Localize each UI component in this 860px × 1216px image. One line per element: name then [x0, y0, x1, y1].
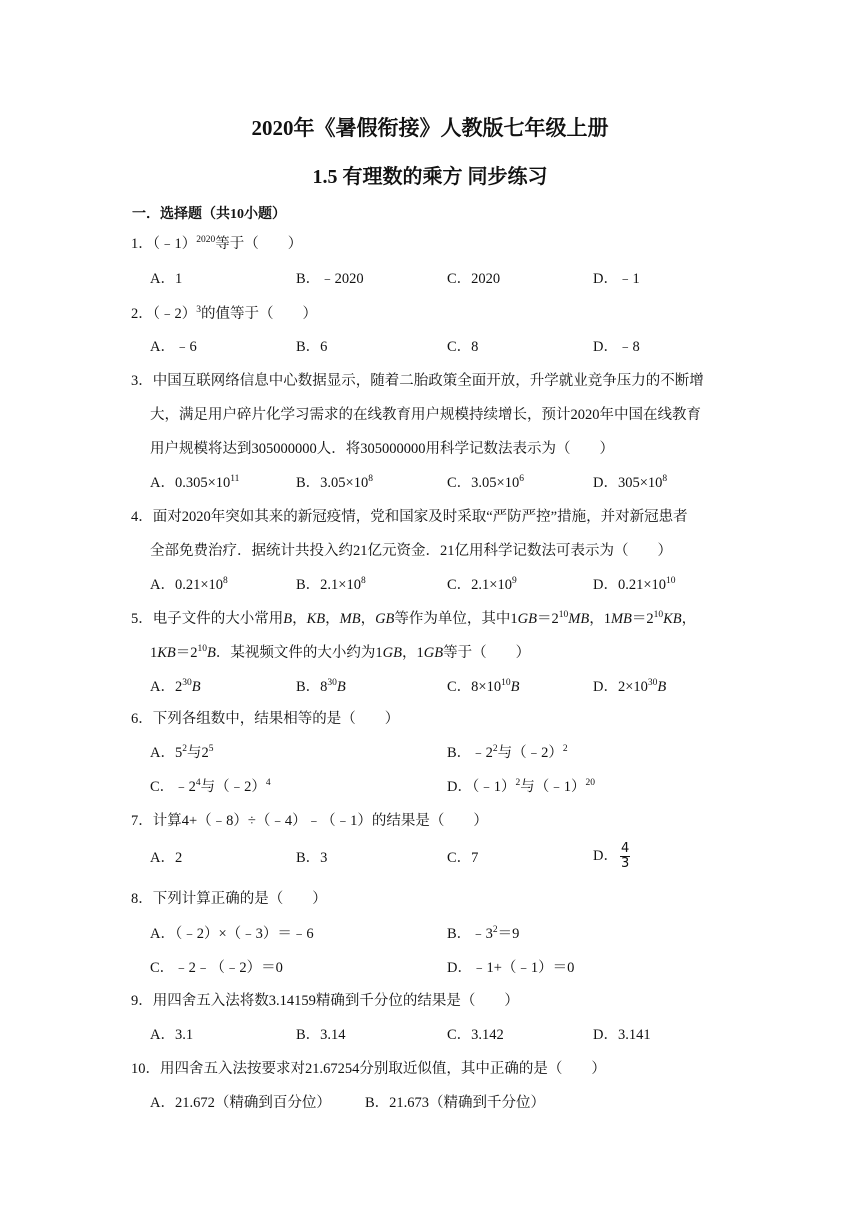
question-6-stem: 6．下列各组数中，结果相等的是（ ） [131, 711, 400, 727]
question-1-option-b[interactable]: B．﹣2020 [296, 271, 364, 287]
question-3-option-b[interactable]: B．$3.05\times 10^8$ [296, 474, 373, 491]
page-title: 2020年《暑假衔接》人教版七年级上册 [251, 116, 609, 140]
question-2-option-b[interactable]: B．6 [296, 339, 328, 355]
question-2-option-c[interactable]: C．8 [447, 339, 479, 355]
question-10-stem: 10．用四舍五入法按要求对21.67254分别取近似值，其中正确的是（ ） [131, 1061, 606, 1077]
question-9-option-c[interactable]: C．3.142 [447, 1027, 504, 1043]
question-4-stem-line-1: 4．面对2020年突如其来的新冠疫情，党和国家及时采取“严防严控”措施，并对新冠患者 [131, 509, 688, 525]
question-4-option-b[interactable]: B．$2.1\times 10^8$ [296, 576, 366, 593]
question-4-option-a[interactable]: A．$0.21\times 10^8$ [150, 576, 228, 593]
question-7-option-a[interactable]: A．2 [150, 850, 183, 866]
question-9-option-a[interactable]: A．3.1 [150, 1027, 194, 1043]
fraction-four-thirds: $\frac{4}{3}$ [620, 841, 630, 871]
question-9-option-d[interactable]: D．3.141 [593, 1027, 651, 1043]
question-6-option-a[interactable]: A．$5^2$与$2^5$ [150, 744, 214, 761]
question-5-option-a[interactable]: A．$2^{30}B$ [150, 678, 201, 695]
question-3-stem-line-2: 大，满足用户碎片化学习需求的在线教育用户规模持续增长，预计2020年中国在线教育 [150, 407, 701, 423]
question-1-option-d[interactable]: D．﹣1 [593, 271, 640, 287]
question-10-option-b[interactable]: B．21.673（精确到千分位） [365, 1095, 546, 1111]
question-8-option-d[interactable]: D．﹣1+（﹣1）＝0 [447, 960, 575, 976]
question-4-stem-line-2: 全部免费治疗．据统计共投入约21亿元资金．21亿用科学记数法可表示为（ ） [150, 543, 672, 559]
question-6-option-d[interactable]: D．（﹣1）$^2$与（﹣1）$^{20}$ [447, 778, 595, 795]
question-8-stem: 8．下列计算正确的是（ ） [131, 891, 327, 907]
question-5-option-d[interactable]: D．$2\times 10^{30}B$ [593, 678, 667, 695]
question-7-option-b[interactable]: B．3 [296, 850, 328, 866]
question-2-stem: 2．（﹣2）$^3$的值等于（ ） [131, 305, 317, 322]
question-3-option-a[interactable]: A．$0.305\times 10^{11}$ [150, 474, 240, 491]
question-3-stem-line-1: 3．中国互联网络信息中心数据显示，随着二胎政策全面开放，升学就业竞争压力的不断增 [131, 373, 704, 389]
question-6-option-c[interactable]: C．$﹣2^4$与（﹣2）$^4$ [150, 778, 271, 795]
question-5-option-c[interactable]: C．$8\times 10^{10}B$ [447, 678, 520, 695]
question-2-option-a[interactable]: A．﹣6 [150, 339, 197, 355]
question-10-option-a[interactable]: A．21.672（精确到百分位） [150, 1095, 331, 1111]
question-8-option-b[interactable]: B．$﹣3^2=9$ [447, 925, 520, 942]
question-5-stem-line-2: $1KB=2^{10}B$．某视频文件的大小约为1GB，1GB等于（ ） [150, 644, 531, 661]
question-5-stem-line-1: 5．电子文件的大小常用B，KB，MB，GB等作为单位，其中$1GB=2^{10}MB$，$1MB=2^{10}KB$， [131, 610, 697, 627]
question-1-option-c[interactable]: C．2020 [447, 271, 501, 287]
question-5-option-b[interactable]: B．$8^{30}B$ [296, 678, 346, 695]
question-6-option-b[interactable]: B．$﹣2^2$与（﹣2）$^2$ [447, 744, 568, 761]
question-4-option-d[interactable]: D．$0.21\times 10^{10}$ [593, 576, 676, 593]
question-9-option-b[interactable]: B．3.14 [296, 1027, 346, 1043]
question-1-stem: 1．（﹣1）$^{2020}$等于（ ） [131, 235, 303, 252]
question-3-option-d[interactable]: D．$305\times 10^8$ [593, 474, 668, 491]
section-heading: 一．选择题（共10小题） [132, 207, 286, 222]
question-7-stem: 7．计算4+（﹣8）÷（﹣4）﹣（﹣1）的结果是（ ） [131, 813, 488, 829]
question-1-option-a[interactable]: A．1 [150, 271, 183, 287]
question-3-option-c[interactable]: C．$3.05\times 10^6$ [447, 474, 524, 491]
question-4-option-c[interactable]: C．$2.1\times 10^9$ [447, 576, 517, 593]
question-3-stem-line-3: 用户规模将达到305000000人．将305000000用科学记数法表示为（ ） [150, 441, 614, 457]
page-subtitle: 1.5 有理数的乘方 同步练习 [312, 166, 548, 188]
question-8-option-a[interactable]: A．（﹣2）×（﹣3）＝﹣6 [150, 926, 314, 942]
question-2-option-d[interactable]: D．﹣8 [593, 339, 640, 355]
question-7-option-c[interactable]: C．7 [447, 850, 479, 866]
question-7-option-d[interactable]: D． $\frac{4}{3}$ [593, 841, 630, 871]
question-8-option-c[interactable]: C．﹣2﹣（﹣2）＝0 [150, 960, 283, 976]
question-9-stem: 9．用四舍五入法将数3.14159精确到千分位的结果是（ ） [131, 993, 519, 1009]
